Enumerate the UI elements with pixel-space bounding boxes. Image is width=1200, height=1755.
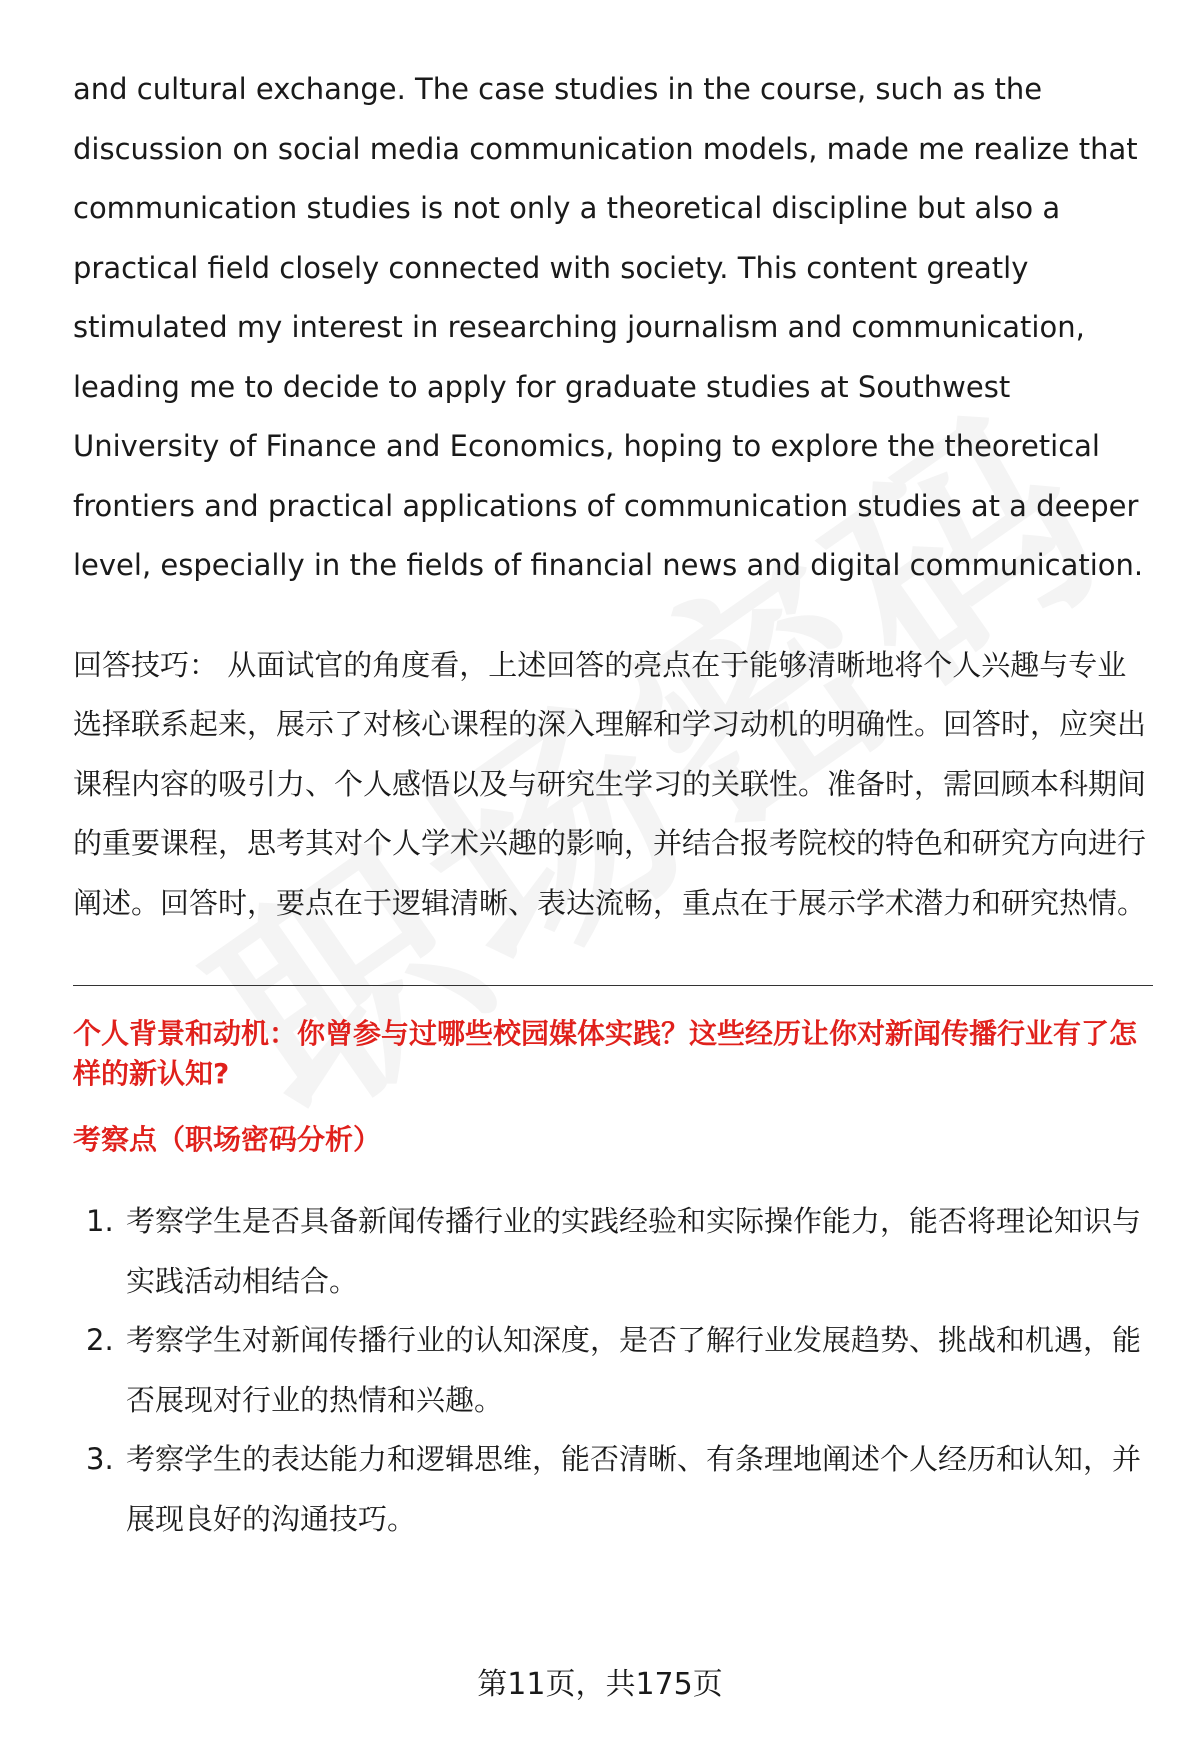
assessment-points-heading: 考察点（职场密码分析） [73, 1123, 382, 1156]
page-number: 第11页，共175页 [477, 1667, 723, 1702]
section-divider [73, 985, 1153, 986]
document-page [73, 60, 1153, 1549]
question-heading: 个人背景和动机：你曾参与过哪些校园媒体实践？这些经历让你对新闻传播行业有了怎样的新认知? [73, 1017, 1138, 1090]
english-paragraph: and cultural exchange. The case studies in the course, such as the discussion on social media communication models, made me realize that communication studies is not only a theoretical discipline but also a practical field closely connected with society. This content greatly stimulated my interest in researching journalism and communication, leading me to decide to apply for graduate studies at Southwest University of Finance and Economics, hoping to explore the theoretical frontiers and practical applications of communication studies at a deeper level, especially in the fields of financial news and digital communication. [73, 72, 1144, 582]
list-item [73, 1430, 1153, 1549]
list-item [73, 1311, 1153, 1430]
list-item-number: 1. [86, 1204, 114, 1238]
answer-tip-paragraph: 回答技巧： 从面试官的角度看，上述回答的亮点在于能够清晰地将个人兴趣与专业选择联系起来，展示了对核心课程的深入理解和学习动机的明确性。回答时，应突出课程内容的吸引力、个人感悟以及与研究生学习的关联性。准备时，需回顾本科期间的重要课程，思考其对个人学术兴趣的影响，并结合报考院校的特色和研究方向进行阐述。回答时，要点在于逻辑清晰、表达流畅，重点在于展示学术潜力和研究热情。 [73, 647, 1147, 920]
list-item-number: 3. [86, 1442, 114, 1476]
list-item-text: 考察学生对新闻传播行业的认知深度，是否了解行业发展趋势、挑战和机遇，能否展现对行业的热情和兴趣。 [126, 1323, 1142, 1417]
assessment-points-list [73, 1192, 1153, 1549]
list-item [73, 1192, 1153, 1311]
list-item-number: 2. [86, 1323, 114, 1357]
list-item-text: 考察学生是否具备新闻传播行业的实践经验和实际操作能力，能否将理论知识与实践活动相结合。 [126, 1204, 1142, 1298]
list-item-text: 考察学生的表达能力和逻辑思维，能否清晰、有条理地阐述个人经历和认知，并展现良好的沟通技巧。 [126, 1442, 1142, 1536]
